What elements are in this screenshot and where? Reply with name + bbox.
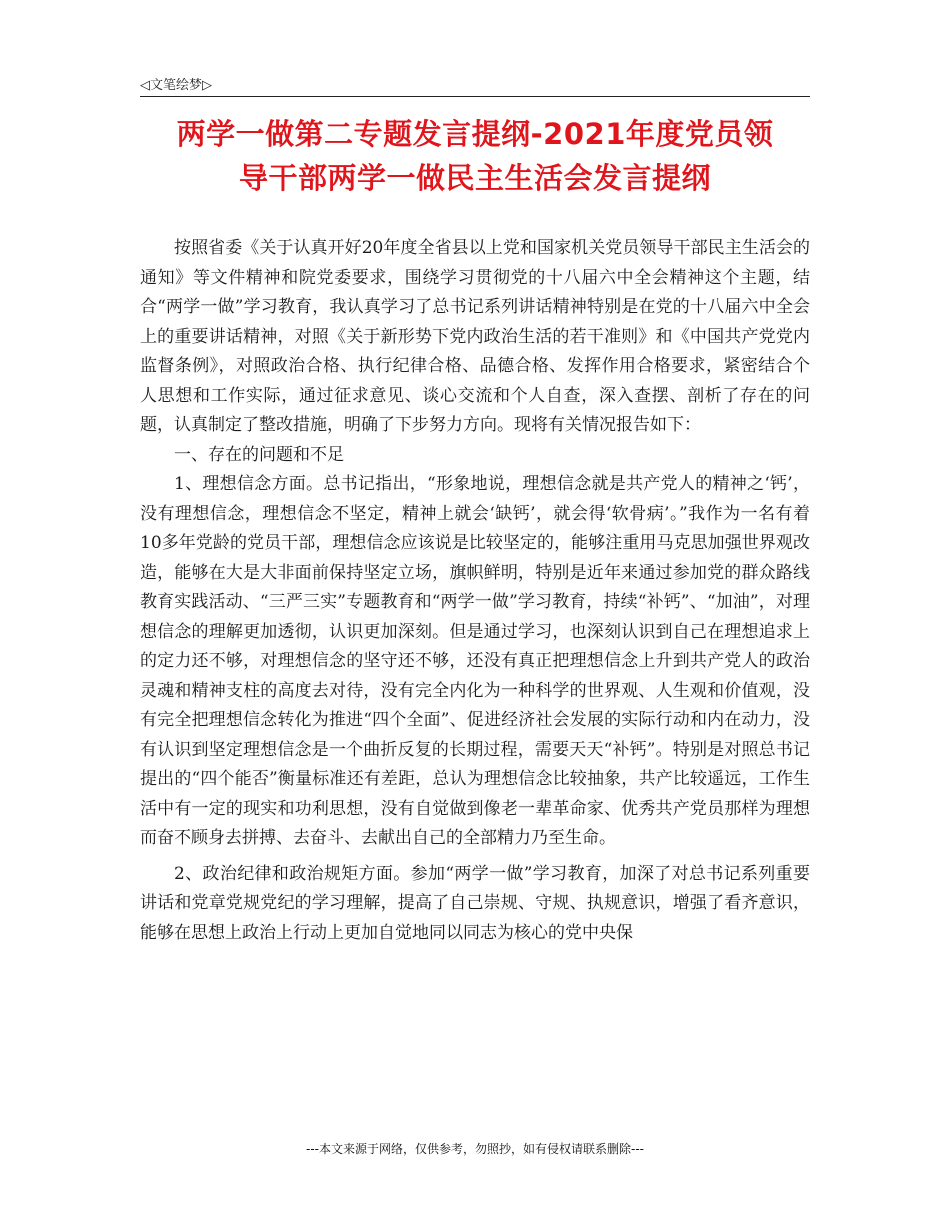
section-heading: 一、存在的问题和不足 (174, 444, 344, 465)
page-header (140, 72, 810, 97)
page-footer: ---本文来源于网络，仅供参考，勿照抄，如有侵权请联系删除--- (306, 1142, 644, 1156)
title-line-1: 两学一做第二专题发言提纲-2021年度党员领 (176, 117, 774, 151)
paragraph-discipline: 2、政治纪律和政治规矩方面。参加“两学一做”学习教育，加深了对总书记系列重要讲话和党章党规党纪的学习理解，提高了自己崇规、守规、执规意识，增强了看齐意识，能够在思想上政治上行动上更加自觉地同以同志为核心的党中央保 (140, 863, 810, 943)
paragraph-ideals: 1、理想信念方面。总书记指出，“形象地说，理想信念就是共产党人的精神之‘钙’，没有理想信念，理想信念不坚定，精神上就会‘缺钙’，就会得‘软骨病’。”我作为一名有着10多年党龄的党员干部，理想信念应该说是比较坚定的，能够注重用马克思加强世界观改造，能够在大是大非面前保持坚定立场，旗帜鲜明，特别是近年来通过参加党的群众路线教育实践活动、“三严三实”专题教育和“两学一做”学习教育，持续“补钙”、“加油”，对理想信念的理解更加透彻，认识更加深刻。但是通过学习，也深刻认识到自己在理想追求上的定力还不够，对理想信念的坚守还不够，还没有真正把理想信念上升到共产党人的政治灵魂和精神支柱的高度去对待，没有完全内化为一种科学的世界观、人生观和价值观，没有完全把理想信念转化为推进“四个全面”、促进经济社会发展的实际行动和内在动力，没有认识到坚定理想信念是一个曲折反复的长期过程，需要天天“补钙”。特别是对照总书记提出的“四个能否”衡量标准还有差距，总认为理想信念比较抽象，共产比较遥远，工作生活中有一定的现实和功利思想，没有自觉做到像老一辈革命家、优秀共产党员那样为理想而奋不顾身去拼搏、去奋斗、去献出自己的全部精力乃至生命。 (140, 474, 810, 848)
document-title (140, 112, 810, 200)
header-logo: ◁文笔绘梦▷ (140, 78, 212, 93)
intro-paragraph: 按照省委《关于认真开好20年度全省县以上党和国家机关党员领导干部民主生活会的通知》等文件精神和院党委要求，围绕学习贯彻党的十八届六中全会精神这个主题，结合“两学一做”学习教育，我认真学习了总书记系列讲话精神特别是在党的十八届六中全会上的重要讲话精神，对照《关于新形势下党内政治生活的若干准则》和《中国共产党党内监督条例》，对照政治合格、执行纪律合格、品德合格、发挥作用合格要求，紧密结合个人思想和工作实际，通过征求意见、谈心交流和个人自查，深入查摆、剖析了存在的问题，认真制定了整改措施，明确了下步努力方向。现将有关情况报告如下： (140, 238, 810, 435)
title-line-2: 导干部两学一做民主生活会发言提纲 (238, 161, 711, 195)
document-body (140, 234, 810, 948)
